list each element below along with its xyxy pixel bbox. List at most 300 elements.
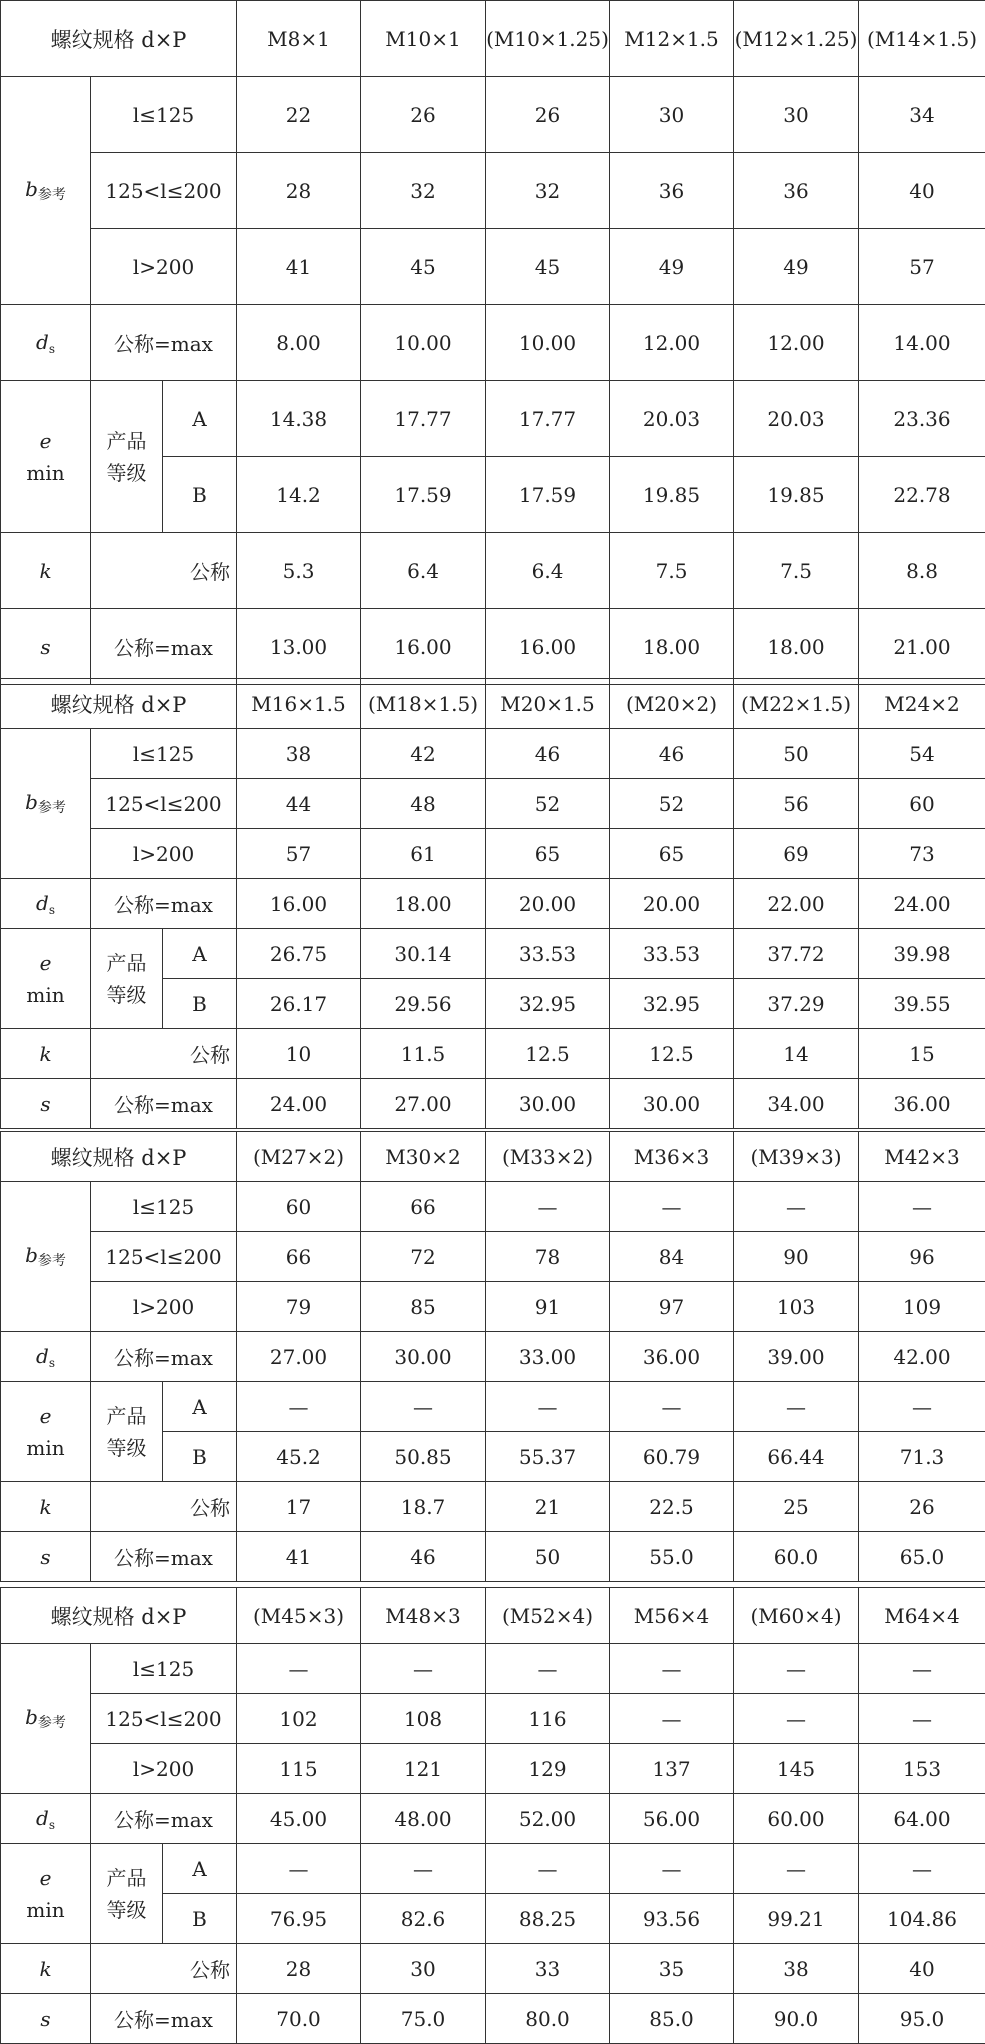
k-desc-cell — [91, 1029, 237, 1079]
b_l125-value-cell: 42 — [361, 729, 486, 779]
grade-label-cell — [91, 1844, 163, 1944]
s-nominal-max-label: 公称=max — [114, 1546, 213, 1570]
b_l125_200-value-cell: 32 — [486, 153, 610, 229]
spec-header-row — [1, 1588, 985, 1644]
b-ref-symbol: b — [25, 177, 38, 201]
k-nominal-label: 公称 — [190, 560, 231, 584]
b-ref-row-l125-200 — [1, 1694, 985, 1744]
e_a-value-cell: — — [859, 1382, 985, 1432]
e_b-value-cell: 76.95 — [237, 1894, 361, 1944]
ds-symbol: d — [36, 890, 49, 915]
l-range-cell — [91, 1282, 237, 1332]
b_l125_200-value-cell: 44 — [237, 779, 361, 829]
e_b-value-cell: 60.79 — [610, 1432, 734, 1482]
e-min-label: min — [26, 982, 65, 1007]
l-le-125-label: l≤125 — [132, 1656, 195, 1681]
ds-subscript: s — [48, 1817, 55, 1832]
grade-label-line1: 产品 — [106, 950, 147, 975]
k-label-cell — [1, 1029, 91, 1079]
spec-header-cell — [1, 1132, 237, 1182]
b-ref-symbol: b — [25, 790, 38, 814]
e_b-value-cell: 37.29 — [734, 979, 859, 1029]
s-value-cell: 30.00 — [486, 1079, 610, 1129]
nominal-max-label: 公称=max — [114, 1808, 213, 1832]
l-gt-200-label: l>200 — [132, 841, 195, 866]
k-value-cell: 11.5 — [361, 1029, 486, 1079]
spec-header-cell — [1, 1, 237, 77]
grade-a-cell — [163, 1382, 237, 1432]
s-row — [1, 1532, 985, 1582]
e_b-value-cell: 82.6 — [361, 1894, 486, 1944]
b-ref-subscript: 参考 — [37, 1253, 66, 1269]
b_l125_200-value-cell: 48 — [361, 779, 486, 829]
grade-label-cell — [91, 381, 163, 533]
k-value-cell: 35 — [610, 1944, 734, 1994]
spec-header-row — [1, 679, 985, 729]
e_b-value-cell: 14.2 — [237, 457, 361, 533]
k-value-cell: 14 — [734, 1029, 859, 1079]
ds-row — [1, 1332, 985, 1382]
e_b-value-cell: 26.17 — [237, 979, 361, 1029]
spec-size-cell: M36×3 — [610, 1132, 734, 1182]
e_a-value-cell: — — [486, 1382, 610, 1432]
ds-value-cell: 12.00 — [734, 305, 859, 381]
k-row — [1, 1944, 985, 1994]
k-desc-cell — [91, 533, 237, 609]
spec-size-cell: (M27×2) — [237, 1132, 361, 1182]
s-value-cell: 27.00 — [361, 1079, 486, 1129]
ds-value-cell: 8.00 — [237, 305, 361, 381]
b_l125-value-cell: 30 — [610, 77, 734, 153]
e_a-value-cell: — — [734, 1382, 859, 1432]
s-symbol: s — [40, 1544, 51, 1569]
k-value-cell: 25 — [734, 1482, 859, 1532]
ds-value-cell: 10.00 — [486, 305, 610, 381]
ds-value-cell: 52.00 — [486, 1794, 610, 1844]
ds-value-cell: 16.00 — [237, 879, 361, 929]
l-range-cell — [91, 1694, 237, 1744]
ds-value-cell: 22.00 — [734, 879, 859, 929]
b_l125-value-cell: 38 — [237, 729, 361, 779]
grade-a-cell — [163, 381, 237, 457]
s-value-cell: 50 — [486, 1532, 610, 1582]
k-value-cell: 30 — [361, 1944, 486, 1994]
e_a-value-cell: — — [859, 1844, 985, 1894]
grade-label-cell — [91, 929, 163, 1029]
grade-a-label: A — [192, 406, 207, 431]
e_b-value-cell: 50.85 — [361, 1432, 486, 1482]
e_a-value-cell: 20.03 — [610, 381, 734, 457]
k-value-cell: 33 — [486, 1944, 610, 1994]
k-symbol: k — [39, 558, 52, 583]
s-value-cell: 55.0 — [610, 1532, 734, 1582]
l-range-cell — [91, 829, 237, 879]
b_l200-value-cell: 103 — [734, 1282, 859, 1332]
grade-label-line1: 产品 — [106, 1403, 147, 1428]
b_l200-value-cell: 57 — [859, 229, 985, 305]
spec-size-cell: (M18×1.5) — [361, 679, 486, 729]
b_l200-value-cell: 79 — [237, 1282, 361, 1332]
b_l200-value-cell: 61 — [361, 829, 486, 879]
b_l125-value-cell: — — [859, 1182, 985, 1232]
b_l200-value-cell: 109 — [859, 1282, 985, 1332]
e_a-value-cell: 17.77 — [361, 381, 486, 457]
e_b-value-cell: 17.59 — [486, 457, 610, 533]
b_l200-value-cell: 73 — [859, 829, 985, 879]
b_l200-value-cell: 97 — [610, 1282, 734, 1332]
b_l200-value-cell: 121 — [361, 1744, 486, 1794]
b_l125-value-cell: — — [237, 1644, 361, 1694]
e_b-value-cell: 32.95 — [610, 979, 734, 1029]
s-row — [1, 609, 985, 685]
e_b-value-cell: 66.44 — [734, 1432, 859, 1482]
s-label-cell — [1, 1994, 91, 2044]
ds-value-cell: 39.00 — [734, 1332, 859, 1382]
nominal-max-label: 公称=max — [114, 1346, 213, 1370]
e-min-label: min — [26, 460, 65, 485]
e_a-value-cell: — — [361, 1382, 486, 1432]
ds-subscript: s — [48, 1355, 55, 1370]
e_a-value-cell: 39.98 — [859, 929, 985, 979]
e-label-cell — [1, 1382, 91, 1482]
b-ref-row-l200 — [1, 829, 985, 879]
k-row — [1, 1029, 985, 1079]
b_l125-value-cell: — — [859, 1644, 985, 1694]
s-value-cell: 21.00 — [859, 609, 985, 685]
b_l125_200-value-cell: — — [859, 1694, 985, 1744]
nominal-max-label: 公称=max — [114, 893, 213, 917]
l-range-cell — [91, 1182, 237, 1232]
ds-desc-cell — [91, 1332, 237, 1382]
s-value-cell: 36.00 — [859, 1079, 985, 1129]
e_b-value-cell: 104.86 — [859, 1894, 985, 1944]
e_a-value-cell: 14.38 — [237, 381, 361, 457]
l-range-cell — [91, 229, 237, 305]
b_l125_200-value-cell: 72 — [361, 1232, 486, 1282]
k-label-cell — [1, 1944, 91, 1994]
b_l200-value-cell: 65 — [486, 829, 610, 879]
e_b-value-cell: 45.2 — [237, 1432, 361, 1482]
b_l125_200-value-cell: 36 — [610, 153, 734, 229]
k-value-cell: 15 — [859, 1029, 985, 1079]
ds-value-cell: 20.00 — [610, 879, 734, 929]
s-nominal-max-label: 公称=max — [114, 2008, 213, 2032]
b_l125-value-cell: 46 — [486, 729, 610, 779]
e-min-label: min — [26, 1435, 65, 1460]
e_b-value-cell: 55.37 — [486, 1432, 610, 1482]
b_l125_200-value-cell: 28 — [237, 153, 361, 229]
b-ref-row-l200 — [1, 1282, 985, 1332]
k-value-cell: 5.3 — [237, 533, 361, 609]
e_a-value-cell: — — [610, 1382, 734, 1432]
spec-size-cell: (M52×4) — [486, 1588, 610, 1644]
l-le-125-label: l≤125 — [132, 741, 195, 766]
e-label-cell — [1, 929, 91, 1029]
b_l200-value-cell: 91 — [486, 1282, 610, 1332]
k-nominal-label: 公称 — [190, 1496, 231, 1520]
b_l125-value-cell: — — [361, 1644, 486, 1694]
e_b-value-cell: 29.56 — [361, 979, 486, 1029]
b_l200-value-cell: 65 — [610, 829, 734, 879]
grade-a-label: A — [192, 1394, 207, 1419]
spec-size-cell: M30×2 — [361, 1132, 486, 1182]
ds-value-cell: 14.00 — [859, 305, 985, 381]
ds-row — [1, 1794, 985, 1844]
b_l125-value-cell: 26 — [486, 77, 610, 153]
e_a-value-cell: — — [237, 1382, 361, 1432]
grade-a-cell — [163, 1844, 237, 1894]
spec-size-cell: M42×3 — [859, 1132, 985, 1182]
e_b-value-cell: 19.85 — [610, 457, 734, 533]
s-value-cell: 16.00 — [361, 609, 486, 685]
spec-size-cell: (M12×1.25) — [734, 1, 859, 77]
s-label-cell — [1, 1079, 91, 1129]
e_b-value-cell: 17.59 — [361, 457, 486, 533]
grade-label-cell — [91, 1382, 163, 1482]
ds-value-cell: 20.00 — [486, 879, 610, 929]
s-value-cell: 16.00 — [486, 609, 610, 685]
b_l200-value-cell: 137 — [610, 1744, 734, 1794]
b_l125-value-cell: 66 — [361, 1182, 486, 1232]
e-label-cell — [1, 1844, 91, 1944]
grade-label-line1: 产品 — [106, 428, 147, 453]
ds-subscript: s — [48, 341, 55, 356]
ds-row — [1, 879, 985, 929]
l-le-125-label: l≤125 — [132, 102, 195, 127]
ds-desc-cell — [91, 305, 237, 381]
ds-label-cell — [1, 879, 91, 929]
k-value-cell: 12.5 — [486, 1029, 610, 1079]
e-row-grade-a — [1, 381, 985, 457]
e-label-cell — [1, 381, 91, 533]
spec-size-cell: M48×3 — [361, 1588, 486, 1644]
e_b-value-cell: 32.95 — [486, 979, 610, 1029]
s-value-cell: 60.0 — [734, 1532, 859, 1582]
l-range-cell — [91, 153, 237, 229]
l-gt-200-label: l>200 — [132, 1756, 195, 1781]
e_a-value-cell: — — [361, 1844, 486, 1894]
ds-value-cell: 24.00 — [859, 879, 985, 929]
ds-value-cell: 60.00 — [734, 1794, 859, 1844]
spec-size-cell: M24×2 — [859, 679, 985, 729]
k-desc-cell — [91, 1482, 237, 1532]
s-label-cell — [1, 1532, 91, 1582]
s-value-cell: 46 — [361, 1532, 486, 1582]
s-value-cell: 80.0 — [486, 1994, 610, 2044]
spec-header-cell — [1, 1588, 237, 1644]
b_l200-value-cell: 115 — [237, 1744, 361, 1794]
k-value-cell: 18.7 — [361, 1482, 486, 1532]
spec-size-cell: (M33×2) — [486, 1132, 610, 1182]
s-value-cell: 34.00 — [734, 1079, 859, 1129]
spec-header-row — [1, 1132, 985, 1182]
spec-size-cell: M16×1.5 — [237, 679, 361, 729]
b-ref-row-l125 — [1, 729, 985, 779]
grade-a-cell — [163, 929, 237, 979]
e_a-value-cell: 33.53 — [486, 929, 610, 979]
grade-b-label: B — [192, 482, 207, 507]
b_l125-value-cell: 34 — [859, 77, 985, 153]
l-range-cell — [91, 779, 237, 829]
grade-label-line2: 等级 — [106, 982, 147, 1007]
l-range-cell — [91, 1744, 237, 1794]
spec-header-cell — [1, 679, 237, 729]
b-ref-row-l125 — [1, 1182, 985, 1232]
e_a-value-cell: 26.75 — [237, 929, 361, 979]
s-nominal-max-label: 公称=max — [114, 1093, 213, 1117]
spec-size-cell: (M10×1.25) — [486, 1, 610, 77]
spec-size-cell: (M45×3) — [237, 1588, 361, 1644]
b_l125_200-value-cell: 32 — [361, 153, 486, 229]
spec-header-row — [1, 1, 985, 77]
l-gt-200-label: l>200 — [132, 1294, 195, 1319]
spec-size-cell: (M22×1.5) — [734, 679, 859, 729]
ds-value-cell: 18.00 — [361, 879, 486, 929]
k-value-cell: 6.4 — [486, 533, 610, 609]
ds-value-cell: 45.00 — [237, 1794, 361, 1844]
b_l125_200-value-cell: 102 — [237, 1694, 361, 1744]
k-value-cell: 7.5 — [610, 533, 734, 609]
k-value-cell: 8.8 — [859, 533, 985, 609]
s-label-cell — [1, 609, 91, 685]
ds-label-cell — [1, 1332, 91, 1382]
s-desc-cell — [91, 1532, 237, 1582]
ds-desc-cell — [91, 879, 237, 929]
grade-label-line2: 等级 — [106, 1897, 147, 1922]
spec-size-cell: M20×1.5 — [486, 679, 610, 729]
s-value-cell: 85.0 — [610, 1994, 734, 2044]
e_b-value-cell: 19.85 — [734, 457, 859, 533]
b-ref-subscript: 参考 — [37, 800, 66, 816]
b_l200-value-cell: 49 — [610, 229, 734, 305]
ds-value-cell: 48.00 — [361, 1794, 486, 1844]
b-ref-label-cell — [1, 77, 91, 305]
k-symbol: k — [39, 1041, 52, 1066]
spec-table-block-1 — [0, 0, 985, 685]
spec-size-cell: (M14×1.5) — [859, 1, 985, 77]
e-symbol: e — [39, 1865, 52, 1890]
b-ref-symbol: b — [25, 1243, 38, 1267]
ds-symbol: d — [36, 329, 49, 354]
s-value-cell: 65.0 — [859, 1532, 985, 1582]
b_l125-value-cell: 30 — [734, 77, 859, 153]
grade-a-label: A — [192, 1856, 207, 1881]
spec-size-cell: M12×1.5 — [610, 1, 734, 77]
b-ref-row-l125-200 — [1, 779, 985, 829]
l-125-200-label: 125<l≤200 — [105, 178, 222, 203]
b_l125-value-cell: 60 — [237, 1182, 361, 1232]
b-ref-row-l125 — [1, 77, 985, 153]
grade-b-cell — [163, 1894, 237, 1944]
b_l200-value-cell: 153 — [859, 1744, 985, 1794]
e-symbol: e — [39, 428, 52, 453]
k-value-cell: 12.5 — [610, 1029, 734, 1079]
b-ref-label-cell — [1, 1644, 91, 1794]
k-label-cell — [1, 1482, 91, 1532]
nominal-max-label: 公称=max — [114, 332, 213, 356]
s-row — [1, 1079, 985, 1129]
b_l125-value-cell: 26 — [361, 77, 486, 153]
grade-label-line2: 等级 — [106, 1435, 147, 1460]
s-value-cell: 18.00 — [734, 609, 859, 685]
ds-row — [1, 305, 985, 381]
grade-b-label: B — [192, 991, 207, 1016]
k-value-cell: 6.4 — [361, 533, 486, 609]
b_l125_200-value-cell: 90 — [734, 1232, 859, 1282]
ds-label-cell — [1, 1794, 91, 1844]
b_l125-value-cell: — — [486, 1182, 610, 1232]
spec-header-label: 螺纹规格 d×P — [50, 692, 187, 717]
b_l125_200-value-cell: 52 — [610, 779, 734, 829]
k-value-cell: 40 — [859, 1944, 985, 1994]
e_a-value-cell: 20.03 — [734, 381, 859, 457]
b_l125_200-value-cell: 40 — [859, 153, 985, 229]
e_a-value-cell: — — [610, 1844, 734, 1894]
ds-value-cell: 30.00 — [361, 1332, 486, 1382]
spec-table-block-3 — [0, 1131, 985, 1582]
l-range-cell — [91, 1232, 237, 1282]
e-min-label: min — [26, 1897, 65, 1922]
e_a-value-cell: 23.36 — [859, 381, 985, 457]
ds-subscript: s — [48, 902, 55, 917]
k-value-cell: 10 — [237, 1029, 361, 1079]
b_l125_200-value-cell: 78 — [486, 1232, 610, 1282]
b_l200-value-cell: 49 — [734, 229, 859, 305]
e_a-value-cell: 37.72 — [734, 929, 859, 979]
b_l125_200-value-cell: 116 — [486, 1694, 610, 1744]
e-symbol: e — [39, 1403, 52, 1428]
k-value-cell: 26 — [859, 1482, 985, 1532]
k-symbol: k — [39, 1956, 52, 1981]
l-range-cell — [91, 729, 237, 779]
b_l125_200-value-cell: 36 — [734, 153, 859, 229]
b_l125_200-value-cell: — — [734, 1694, 859, 1744]
b_l200-value-cell: 45 — [486, 229, 610, 305]
b-ref-row-l125 — [1, 1644, 985, 1694]
k-desc-cell — [91, 1944, 237, 1994]
k-value-cell: 28 — [237, 1944, 361, 1994]
b_l200-value-cell: 145 — [734, 1744, 859, 1794]
b_l125-value-cell: — — [486, 1644, 610, 1694]
spec-table-block-4 — [0, 1587, 985, 2044]
s-desc-cell — [91, 609, 237, 685]
s-value-cell: 30.00 — [610, 1079, 734, 1129]
l-125-200-label: 125<l≤200 — [105, 791, 222, 816]
b_l200-value-cell: 129 — [486, 1744, 610, 1794]
e_a-value-cell: 30.14 — [361, 929, 486, 979]
e_b-value-cell: 93.56 — [610, 1894, 734, 1944]
b_l125-value-cell: — — [734, 1644, 859, 1694]
s-value-cell: 13.00 — [237, 609, 361, 685]
s-nominal-max-label: 公称=max — [114, 636, 213, 660]
grade-b-label: B — [192, 1906, 207, 1931]
b-ref-symbol: b — [25, 1705, 38, 1729]
b-ref-row-l125-200 — [1, 1232, 985, 1282]
e_b-value-cell: 99.21 — [734, 1894, 859, 1944]
k-nominal-label: 公称 — [190, 1043, 231, 1067]
k-value-cell: 22.5 — [610, 1482, 734, 1532]
ds-value-cell: 42.00 — [859, 1332, 985, 1382]
b-ref-row-l200 — [1, 229, 985, 305]
l-le-125-label: l≤125 — [132, 1194, 195, 1219]
s-value-cell: 95.0 — [859, 1994, 985, 2044]
b_l125-value-cell: — — [610, 1644, 734, 1694]
k-row — [1, 533, 985, 609]
spec-size-cell: (M39×3) — [734, 1132, 859, 1182]
ds-value-cell: 36.00 — [610, 1332, 734, 1382]
ds-value-cell: 10.00 — [361, 305, 486, 381]
e_a-value-cell: — — [486, 1844, 610, 1894]
